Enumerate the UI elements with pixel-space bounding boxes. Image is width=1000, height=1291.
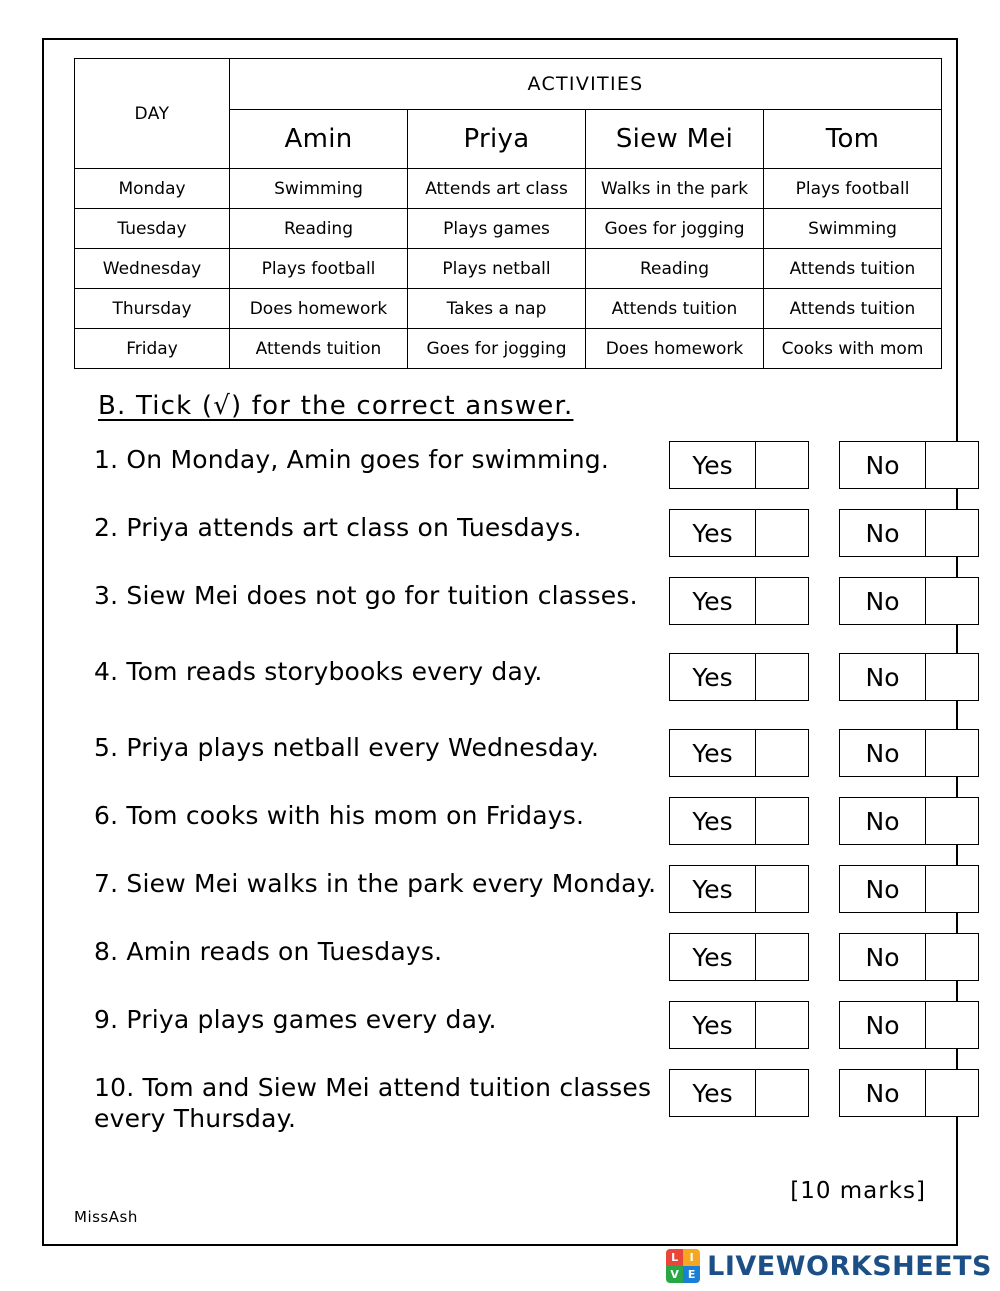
table-header-row — [75, 59, 942, 110]
no-checkbox[interactable] — [926, 1002, 978, 1048]
question-row-10 — [94, 1067, 960, 1134]
row-cell: Attends tuition — [230, 329, 408, 369]
row-cell: Walks in the park — [586, 169, 764, 209]
yes-checkbox[interactable] — [756, 730, 808, 776]
question-row-8 — [94, 931, 960, 981]
yes-option[interactable] — [669, 577, 809, 625]
yes-label: Yes — [670, 866, 756, 912]
no-option[interactable] — [839, 441, 979, 489]
yes-checkbox[interactable] — [756, 578, 808, 624]
no-label: No — [840, 510, 926, 556]
row-cell: Plays football — [764, 169, 942, 209]
no-option[interactable] — [839, 797, 979, 845]
yes-label: Yes — [670, 798, 756, 844]
yes-label: Yes — [670, 442, 756, 488]
answer-options — [669, 863, 979, 913]
no-label: No — [840, 578, 926, 624]
yes-option[interactable] — [669, 1001, 809, 1049]
liveworksheets-logo-icon — [666, 1249, 700, 1283]
row-cell: Cooks with mom — [764, 329, 942, 369]
no-option[interactable] — [839, 865, 979, 913]
row-cell: Goes for jogging — [586, 209, 764, 249]
liveworksheets-brand: LIVEWORKSHEETS — [707, 1250, 992, 1282]
question-text: 10. Tom and Siew Mei attend tuition classes every Thursday. — [94, 1073, 652, 1133]
row-day-label: Thursday — [75, 289, 230, 329]
answer-options — [669, 1067, 979, 1117]
question-text: 2. Priya attends art class on Tuesdays. — [94, 513, 582, 542]
answer-options — [669, 651, 979, 701]
row-cell: Attends tuition — [764, 249, 942, 289]
person-header-siew-mei: Siew Mei — [586, 110, 764, 169]
no-label: No — [840, 866, 926, 912]
yes-option[interactable] — [669, 1069, 809, 1117]
row-cell: Does homework — [230, 289, 408, 329]
yes-option[interactable] — [669, 441, 809, 489]
yes-option[interactable] — [669, 509, 809, 557]
row-day-label: Tuesday — [75, 209, 230, 249]
person-header-tom: Tom — [764, 110, 942, 169]
row-cell: Reading — [586, 249, 764, 289]
answer-options — [669, 439, 979, 489]
yes-option[interactable] — [669, 933, 809, 981]
question-text: 7. Siew Mei walks in the park every Monday. — [94, 869, 657, 898]
no-option[interactable] — [839, 653, 979, 701]
row-cell: Plays games — [408, 209, 586, 249]
yes-label: Yes — [670, 578, 756, 624]
table-row — [75, 289, 942, 329]
question-text: 8. Amin reads on Tuesdays. — [94, 937, 443, 966]
no-checkbox[interactable] — [926, 578, 978, 624]
no-checkbox[interactable] — [926, 730, 978, 776]
no-checkbox[interactable] — [926, 510, 978, 556]
section-b-heading: B. Tick (√) for the correct answer. — [98, 391, 574, 421]
answer-options — [669, 931, 979, 981]
no-option[interactable] — [839, 933, 979, 981]
row-cell: Reading — [230, 209, 408, 249]
table-row — [75, 169, 942, 209]
question-row-4 — [94, 651, 960, 701]
no-checkbox[interactable] — [926, 442, 978, 488]
row-cell: Swimming — [764, 209, 942, 249]
row-cell: Goes for jogging — [408, 329, 586, 369]
yes-label: Yes — [670, 1070, 756, 1116]
activities-table — [74, 58, 942, 369]
table-row — [75, 209, 942, 249]
question-text: 5. Priya plays netball every Wednesday. — [94, 733, 600, 762]
answer-options — [669, 575, 979, 625]
author-signature: MissAsh — [74, 1208, 138, 1226]
no-label: No — [840, 1002, 926, 1048]
no-option[interactable] — [839, 729, 979, 777]
row-cell: Plays netball — [408, 249, 586, 289]
no-checkbox[interactable] — [926, 934, 978, 980]
no-option[interactable] — [839, 577, 979, 625]
no-option[interactable] — [839, 509, 979, 557]
answer-options — [669, 727, 979, 777]
yes-label: Yes — [670, 730, 756, 776]
question-text: 1. On Monday, Amin goes for swimming. — [94, 445, 610, 474]
yes-checkbox[interactable] — [756, 1002, 808, 1048]
worksheet-content — [44, 40, 956, 1244]
yes-label: Yes — [670, 510, 756, 556]
yes-label: Yes — [670, 654, 756, 700]
row-day-label: Monday — [75, 169, 230, 209]
yes-checkbox[interactable] — [756, 442, 808, 488]
question-row-7 — [94, 863, 960, 913]
liveworksheets-footer — [666, 1249, 992, 1283]
question-row-2 — [94, 507, 960, 557]
row-day-label: Wednesday — [75, 249, 230, 289]
question-list — [94, 439, 960, 1134]
question-row-6 — [94, 795, 960, 845]
no-label: No — [840, 730, 926, 776]
question-row-3 — [94, 575, 960, 625]
logo-letter-i: I — [683, 1249, 700, 1266]
no-label: No — [840, 934, 926, 980]
no-checkbox[interactable] — [926, 654, 978, 700]
activities-header-cell: ACTIVITIES — [230, 59, 942, 110]
no-label: No — [840, 654, 926, 700]
row-cell: Attends art class — [408, 169, 586, 209]
row-cell: Swimming — [230, 169, 408, 209]
no-option[interactable] — [839, 1001, 979, 1049]
yes-option[interactable] — [669, 797, 809, 845]
row-cell: Does homework — [586, 329, 764, 369]
marks-label: [10 marks] — [790, 1178, 926, 1204]
answer-options — [669, 507, 979, 557]
table-row — [75, 249, 942, 289]
yes-checkbox[interactable] — [756, 934, 808, 980]
yes-option[interactable] — [669, 729, 809, 777]
yes-option[interactable] — [669, 653, 809, 701]
row-day-label: Friday — [75, 329, 230, 369]
row-cell: Attends tuition — [764, 289, 942, 329]
yes-label: Yes — [670, 934, 756, 980]
person-header-priya: Priya — [408, 110, 586, 169]
no-label: No — [840, 798, 926, 844]
yes-checkbox[interactable] — [756, 1070, 808, 1116]
worksheet-page — [42, 38, 958, 1246]
row-cell: Attends tuition — [586, 289, 764, 329]
no-option[interactable] — [839, 1069, 979, 1117]
row-cell: Takes a nap — [408, 289, 586, 329]
no-label: No — [840, 1070, 926, 1116]
row-cell: Plays football — [230, 249, 408, 289]
yes-option[interactable] — [669, 865, 809, 913]
question-text: 3. Siew Mei does not go for tuition classes. — [94, 581, 638, 610]
yes-checkbox[interactable] — [756, 866, 808, 912]
no-checkbox[interactable] — [926, 866, 978, 912]
table-row — [75, 329, 942, 369]
yes-checkbox[interactable] — [756, 798, 808, 844]
answer-options — [669, 999, 979, 1049]
person-header-amin: Amin — [230, 110, 408, 169]
question-text: 4. Tom reads storybooks every day. — [94, 657, 543, 686]
question-row-5 — [94, 727, 960, 777]
logo-letter-l: L — [666, 1249, 683, 1266]
question-row-9 — [94, 999, 960, 1049]
logo-letter-v: V — [666, 1266, 683, 1283]
answer-options — [669, 795, 979, 845]
yes-checkbox[interactable] — [756, 510, 808, 556]
no-checkbox[interactable] — [926, 1070, 978, 1116]
no-checkbox[interactable] — [926, 798, 978, 844]
no-label: No — [840, 442, 926, 488]
yes-checkbox[interactable] — [756, 654, 808, 700]
logo-letter-e: E — [683, 1266, 700, 1283]
yes-label: Yes — [670, 1002, 756, 1048]
question-text: 6. Tom cooks with his mom on Fridays. — [94, 801, 585, 830]
day-header-cell: DAY — [75, 59, 230, 169]
question-text: 9. Priya plays games every day. — [94, 1005, 497, 1034]
question-row-1 — [94, 439, 960, 489]
